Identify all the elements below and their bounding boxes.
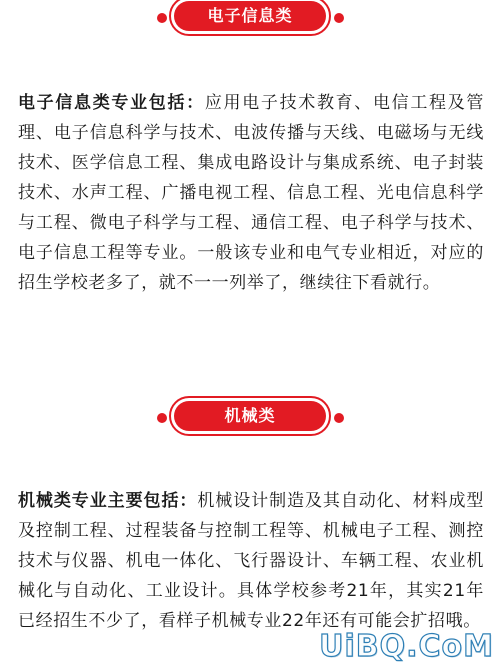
section-title: 电子信息类: [174, 1, 326, 31]
site-watermark: UiBQ.CoM: [319, 629, 494, 664]
section-pill: [169, 396, 331, 436]
section-paragraph-electronics: [18, 88, 484, 298]
paragraph-body: 机械设计制造及其自动化、材料成型及控制工程、过程装备与控制工程等、机械电子工程、测控技术与仪器、机电一体化、飞行器设计、车辆工程、农业机械化与自动化、工业设计。具体学校参考21年，其实21年已经招生不少了，看样子机械专业22年还有可能会扩招哦。: [18, 491, 484, 631]
decorative-dot-icon: [334, 13, 344, 23]
decorative-dot-icon: [334, 413, 344, 423]
section-title: 机械类: [174, 401, 326, 431]
section-header-mechanical: [0, 396, 500, 440]
section-header-electronics: [0, 0, 500, 40]
paragraph-lead: 电子信息类专业包括：: [18, 93, 205, 113]
paragraph-body: 应用电子技术教育、电信工程及管理、电子信息科学与技术、电波传播与天线、电磁场与无线技术、医学信息工程、集成电路设计与集成系统、电子封装技术、水声工程、广播电视工程、信息工程、光电信息科学与工程、微电子科学与工程、通信工程、电子科学与技术、电子信息工程等专业。一般该专业和电气专业相近，对应的招生学校老多了，就不一一列举了，继续往下看就行。: [18, 93, 485, 293]
paragraph-lead: 机械类专业主要包括：: [18, 491, 198, 511]
section-paragraph-mechanical: [18, 486, 484, 636]
decorative-dot-icon: [157, 413, 167, 423]
decorative-dot-icon: [157, 13, 167, 23]
section-pill: [169, 0, 331, 36]
